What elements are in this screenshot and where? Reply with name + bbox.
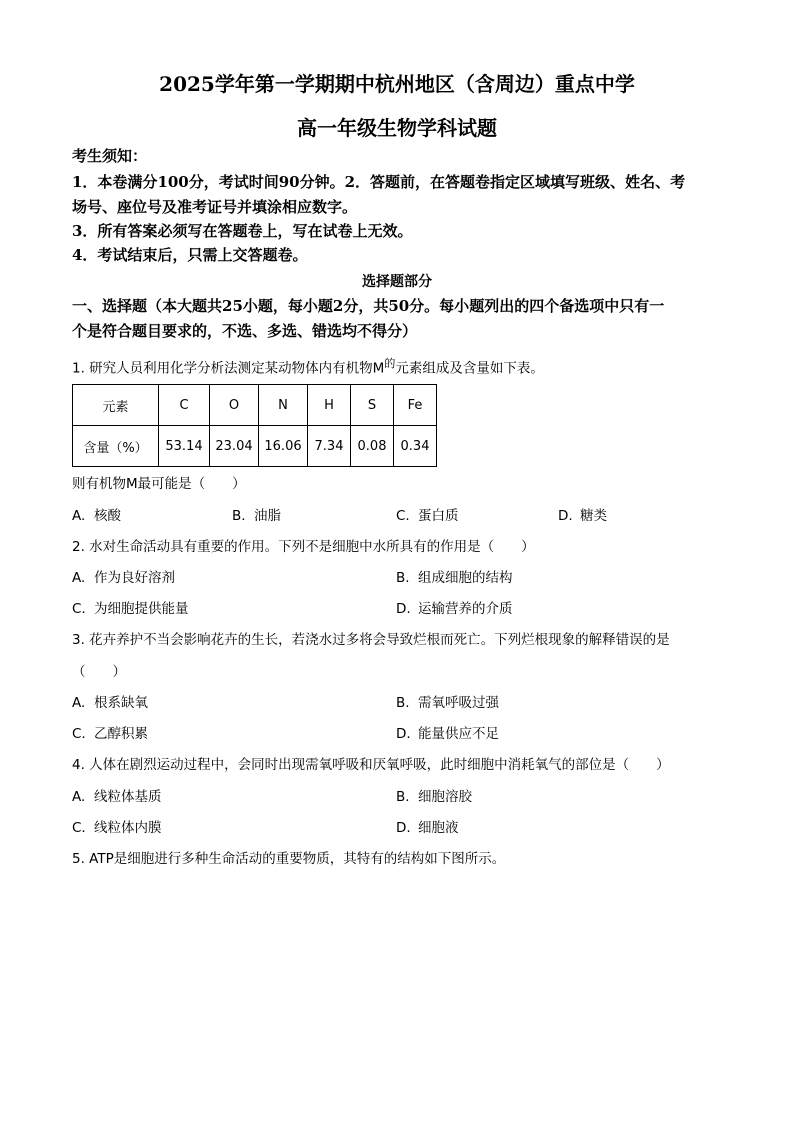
question-1-option-a: A. 核酸 (72, 508, 121, 524)
question-1-option-c: C. 蛋白质 (396, 508, 459, 524)
question-1-option-b: B. 油脂 (232, 508, 281, 524)
question-1-stem-sup: 的 (384, 357, 396, 370)
table-cell: H (308, 385, 351, 426)
notice-heading: 考生须知： (72, 147, 148, 165)
table-cell: 0.34 (394, 426, 437, 467)
element-table-header-row (73, 385, 437, 426)
question-1-ask: 则有机物M最可能是（ ） (72, 476, 246, 492)
table-cell: S (351, 385, 394, 426)
question-3-option-b: B. 需氧呼吸过强 (396, 695, 499, 711)
table-cell: 23.04 (210, 426, 259, 467)
table-cell: 含量（%） (73, 426, 159, 467)
table-cell: 0.08 (351, 426, 394, 467)
question-4-option-b: B. 细胞溶胶 (396, 789, 472, 805)
notice-line-4: 4．考试结束后，只需上交答题卷。 (72, 246, 308, 264)
table-cell: 53.14 (159, 426, 210, 467)
table-cell: N (259, 385, 308, 426)
question-1-stem-b: 元素组成及含量如下表。 (395, 360, 544, 377)
table-cell: Fe (394, 385, 437, 426)
question-2-option-a: A. 作为良好溶剂 (72, 570, 175, 586)
question-2-option-d: D. 运输营养的介质 (396, 601, 513, 617)
question-2-stem: 2. 水对生命活动具有重要的作用。下列不是细胞中水所具有的作用是（ ） (72, 539, 535, 555)
section-description (72, 294, 727, 344)
element-table (72, 384, 437, 467)
section-description-line-2: 个是符合题目要求的，不选、多选、错选均不得分） (72, 322, 418, 340)
question-4-option-d: D. 细胞液 (396, 820, 459, 836)
question-3-option-c: C. 乙醇积累 (72, 726, 148, 742)
section-heading: 选择题部分 (362, 274, 432, 290)
question-1-option-d: D. 糖类 (558, 508, 607, 524)
exam-subtitle: 高一年级生物学科试题 (297, 116, 497, 140)
notice-line-2: 场号、座位号及准考证号并填涂相应数字。 (72, 198, 358, 216)
question-3-stem-line-1: 3. 花卉养护不当会影响花卉的生长，若浇水过多将会导致烂根而死亡。下列烂根现象的解释错误的是 (72, 632, 670, 648)
exam-title: 2025学年第一学期期中杭州地区（含周边）重点中学 (159, 72, 635, 96)
table-cell: C (159, 385, 210, 426)
question-4-option-c: C. 线粒体内膜 (72, 820, 162, 836)
question-2-option-b: B. 组成细胞的结构 (396, 570, 513, 586)
question-1-stem-a: 1. 研究人员利用化学分析法测定某动物体内有机物M (72, 360, 385, 377)
table-cell: 元素 (73, 385, 159, 426)
question-1-stem (72, 354, 732, 379)
question-3-stem-line-2: （ ） (72, 664, 126, 680)
notice-line-3: 3．所有答案必须写在答题卷上，写在试卷上无效。 (72, 222, 413, 240)
section-description-line-1: 一、选择题（本大题共25小题，每小题2分，共50分。每小题列出的四个备选项中只有一 (72, 297, 665, 315)
question-3-option-d: D. 能量供应不足 (396, 726, 499, 742)
notice-line-1: 1．本卷满分100分，考试时间90分钟。2．答题前，在答题卷指定区域填写班级、姓名、考 (72, 173, 686, 191)
table-cell: O (210, 385, 259, 426)
element-table-value-row (73, 426, 437, 467)
question-2-option-c: C. 为细胞提供能量 (72, 601, 189, 617)
question-4-option-a: A. 线粒体基质 (72, 789, 162, 805)
question-5-stem: 5. ATP是细胞进行多种生命活动的重要物质，其特有的结构如下图所示。 (72, 851, 506, 867)
question-3-option-a: A. 根系缺氧 (72, 695, 148, 711)
table-cell: 7.34 (308, 426, 351, 467)
question-4-stem: 4. 人体在剧烈运动过程中，会同时出现需氧呼吸和厌氧呼吸，此时细胞中消耗氧气的部位是（ ） (72, 757, 670, 773)
table-cell: 16.06 (259, 426, 308, 467)
